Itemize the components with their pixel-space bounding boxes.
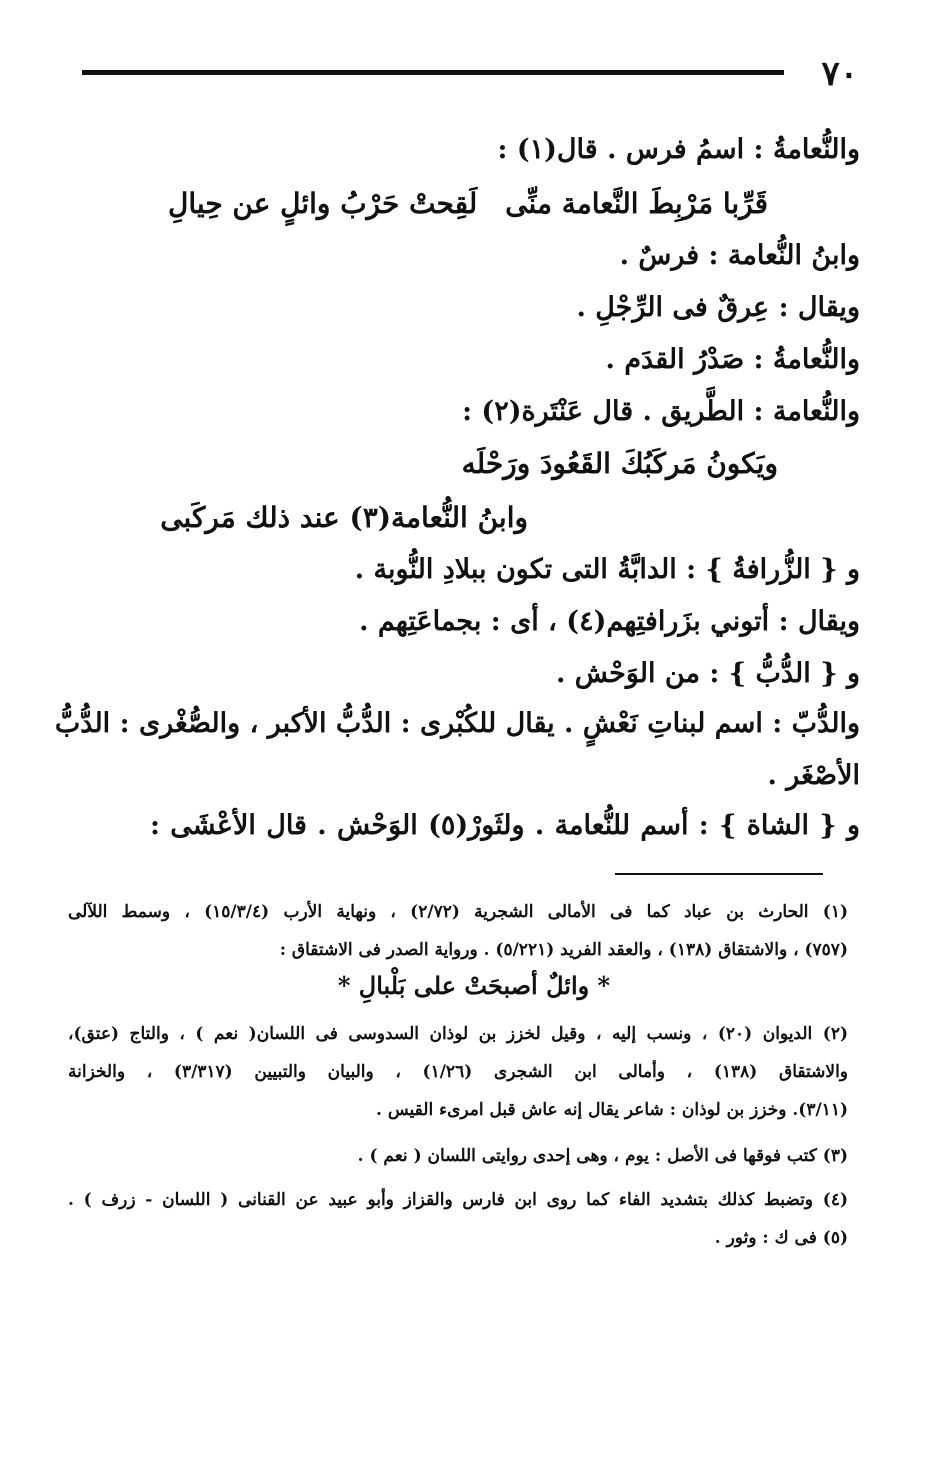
footnote-line: (٣/١١). وخزز بن لوذان : شاعر يقال إنه عاش قبل امرىء القيس .	[376, 1100, 848, 1120]
verse-second-hemistich: لَقِحتْ حَرْبُ وائلٍ عن حِيالِ	[168, 187, 478, 220]
footnote-line: (٢) الديوان (٢٠) ، ونسب إليه ، وقيل لخزز بن لوذان السدوسى فى اللسان( نعم ) ، والتاج (عتق)،	[68, 1024, 848, 1044]
verse-first-hemistich: قَرِّبا مَرْبِطَ النَّعامة منِّى	[505, 187, 768, 220]
verse-line: وابنُ النُّعامة(٣) عند ذلك مَركَبى	[160, 501, 528, 534]
footnote-line: (٥) فى ك : وثور .	[714, 1228, 848, 1248]
body-line: والنُّعامةُ : صَدْرُ القدَم .	[605, 344, 860, 375]
body-line: والدُّبّ : اسم لبناتِ نَعْشٍ . يقال للكُبْرى : الدُّبُّ الأكبر ، والصُّغْرى : الدُّبُّ	[54, 708, 860, 739]
footnote-line: (٧٥٧) ، والاشتقاق (١٣٨) ، والعقد الفريد (٥/٢٢١) . ورواية الصدر فى الاشتقاق :	[279, 940, 848, 960]
footnote-line: (٣) كتب فوقها فى الأصل : يوم ، وهى إحدى روايتى اللسان ( نعم ) .	[357, 1146, 848, 1166]
header-rule	[82, 70, 784, 75]
body-line: و { الزُّرافةُ } : الدابَّةُ التى تكون ببلادِ النُّوبة .	[354, 554, 860, 585]
verse-line: ويَكونُ مَركَبُكَ القَعُودَ ورَحْلَه	[461, 447, 778, 480]
page-number: ٧٠	[821, 54, 858, 94]
footnote-verse: * وائلٌ أصبحَتْ على بَلْبالِ *	[337, 971, 611, 1000]
footnote-line: (١) الحارث بن عباد كما فى الأمالى الشجرية (٢/٧٢) ، ونهاية الأرب (١٥/٣/٤) ، وسمط اللآلى	[68, 902, 848, 922]
body-line: وابنُ النُّعامة : فرسٌ .	[619, 240, 860, 271]
footnote-rule	[615, 873, 823, 875]
body-line: و { الشاة } : أسم للنُّعامة . ولثَورْ(٥) الوَحْش . قال الأعْشَى :	[150, 810, 860, 841]
footnote-line: (٤) وتضبط كذلك بتشديد الفاء كما روى ابن فارس والقزاز وأبو عبيد عن القنانى ( اللسان - زرف ) .	[68, 1190, 848, 1210]
body-line: و { الدُّبُّ } : من الوَحْش .	[555, 658, 860, 689]
body-line: الأصْغَر .	[767, 760, 860, 791]
footnote-line: والاشتقاق (١٣٨) ، وأمالى ابن الشجرى (١/٢٦) ، والبيان والتبيين (٣/٣١٧) ، والخزانة	[68, 1062, 848, 1082]
body-line: ويقال : عِرقٌ فى الرِّجْلِ .	[576, 292, 860, 323]
body-line: ويقال : أتوني بزَرافتِهم(٤) ، أى : بجماعَتِهم .	[359, 606, 860, 637]
body-line: والنُّعامةُ : اسمُ فرس . قال(١) :	[497, 134, 860, 165]
body-line: والنُّعامة : الطَّريق . قال عَنْتَرة(٢) :	[462, 396, 860, 427]
